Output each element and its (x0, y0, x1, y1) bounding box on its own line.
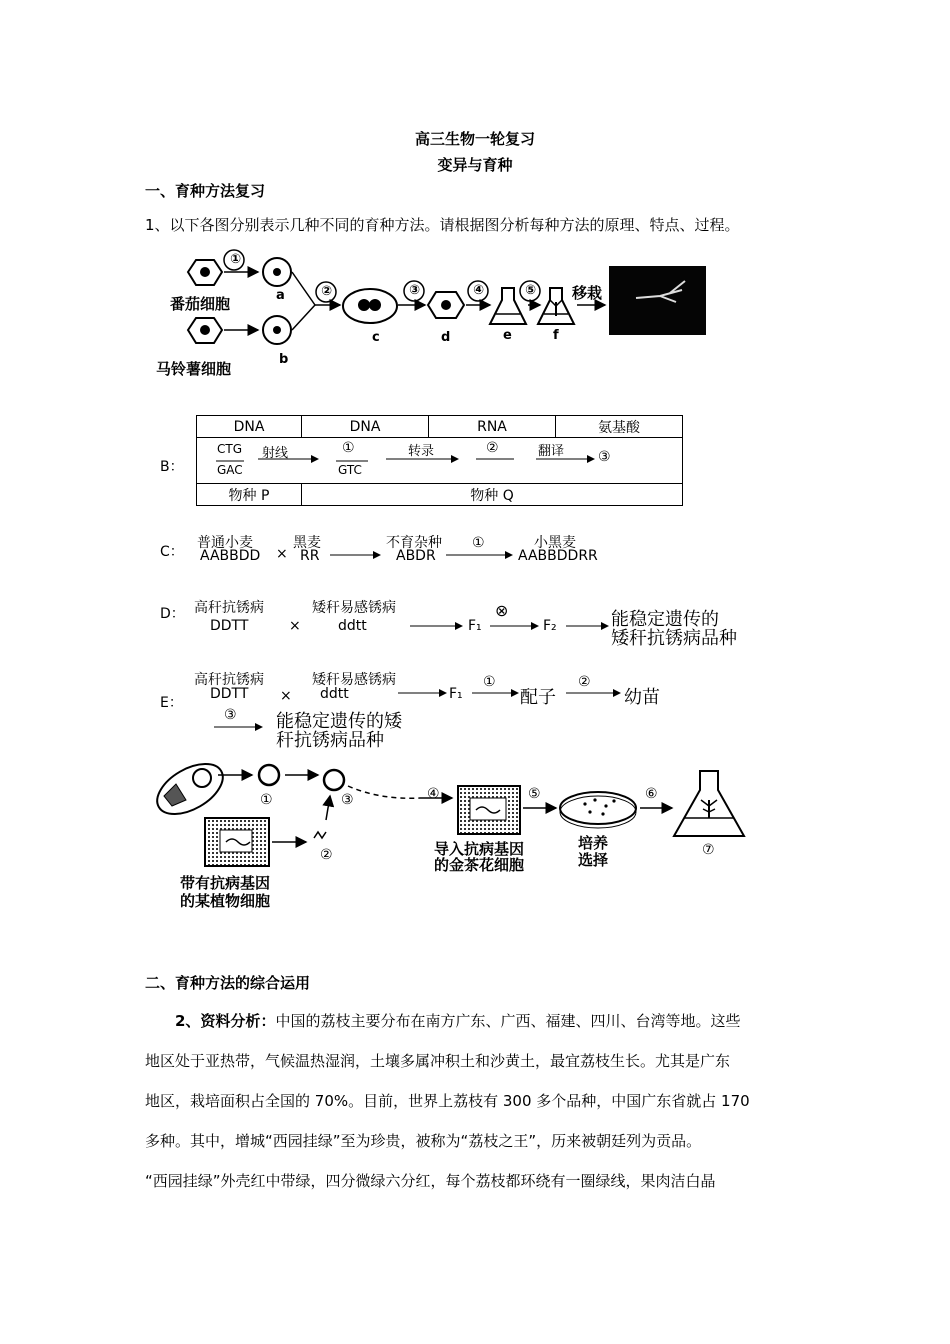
gtc-sequence: GTC (338, 463, 362, 477)
recipient-cell-label-1: 导入抗病基因 (434, 840, 525, 858)
recipient-cell-label-2: 的金茶花细胞 (434, 856, 525, 874)
f1-label-d: F₁ (468, 618, 482, 634)
tall-genotype-e: DDTT (210, 686, 249, 702)
potato-cell-label: 马铃薯细胞 (156, 360, 232, 378)
result-line1-d: 能稳定遗传的 (611, 609, 719, 630)
transcribe-label: 转录 (408, 444, 435, 459)
step-e-2: ② (578, 674, 591, 690)
section-heading-1: 一、育种方法复习 (145, 182, 266, 200)
label-b: b (279, 352, 289, 367)
cross-symbol-c: × (276, 546, 288, 562)
paragraph-line-1 (145, 1010, 810, 1031)
blank-3: ③ (598, 449, 611, 465)
label-c: c (372, 330, 380, 345)
seedling-label: 幼苗 (624, 687, 660, 708)
step-f-3: ③ (341, 792, 354, 808)
label-f: f (553, 328, 559, 343)
result-line2-d: 矮秆抗锈病品种 (611, 628, 737, 649)
step-f-4: ④ (427, 786, 440, 802)
blank-1: ① (342, 440, 355, 456)
figure-c-label: C： (160, 544, 184, 560)
top-sequence: CTG (217, 442, 243, 456)
header-amino-acid: 氨基酸 (556, 416, 683, 438)
donor-cell-label-1: 带有抗病基因 (180, 874, 271, 892)
selfing-icon: ⊗ (495, 601, 509, 620)
triticale-label: 小黑麦 (534, 535, 576, 551)
dwarf-genotype-d: ddtt (338, 618, 367, 634)
paragraph-text-1: 中国的荔枝主要分布在南方广东、广西、福建、四川、台湾等地。这些 (275, 1012, 741, 1030)
figure-d-label: D： (160, 606, 185, 622)
header-rna: RNA (429, 416, 556, 438)
wheat-label: 普通小麦 (197, 535, 253, 551)
sterile-hybrid-genome: ABDR (396, 548, 436, 564)
dwarf-susceptible-label-d: 矮秆易感锈病 (312, 600, 396, 616)
rye-genome: RR (300, 548, 320, 564)
step-f-7: ⑦ (702, 842, 715, 858)
f2-label-d: F₂ (543, 618, 557, 634)
step-2-label: ② (321, 284, 333, 299)
step-c-1: ① (472, 535, 485, 551)
tomato-cell-label: 番茄细胞 (170, 295, 231, 313)
step-f-6: ⑥ (645, 786, 658, 802)
label-d: d (441, 330, 451, 345)
tall-resistant-label-d: 高秆抗锈病 (194, 600, 264, 616)
step-5-label: ⑤ (525, 283, 537, 298)
sterile-hybrid-label: 不育杂种 (386, 535, 442, 551)
transplant-label: 移栽 (572, 284, 603, 302)
culture-label-2: 选择 (578, 851, 609, 869)
step-3-label: ③ (409, 283, 421, 298)
tall-resistant-label-e: 高秆抗锈病 (194, 672, 264, 688)
step-e-3: ③ (224, 707, 237, 723)
label-a: a (276, 288, 285, 303)
dwarf-genotype-e: ddtt (320, 686, 349, 702)
gamete-label: 配子 (520, 687, 556, 708)
culture-label-1: 培养 (578, 834, 609, 852)
f1-label-e: F₁ (449, 686, 463, 702)
section-heading-2: 二、育种方法的综合运用 (145, 974, 311, 992)
label-e: e (503, 328, 512, 343)
blank-2: ② (486, 440, 499, 456)
paragraph-line-2: 地区处于亚热带，气候温热湿润，土壤多属冲积土和沙黄土，最宜荔枝生长。尤其是广东 (145, 1052, 731, 1070)
step-e-1: ① (483, 674, 496, 690)
species-q: 物种 Q (302, 484, 683, 506)
question-1: 1、以下各图分别表示几种不同的育种方法。请根据图分析每种方法的原理、特点、过程。 (145, 216, 740, 234)
page-title: 高三生物一轮复习 (414, 130, 535, 148)
paragraph-lead: 2、资料分析： (175, 1012, 276, 1030)
paragraph-line-5: “西园挂绿”外壳红中带绿，四分微绿六分红，每个荔枝都环绕有一圈绿线，果肉洁白晶 (145, 1172, 716, 1190)
result-line2-e: 秆抗锈病品种 (276, 730, 384, 751)
donor-cell-label-2: 的某植物细胞 (180, 892, 271, 910)
step-f-5: ⑤ (528, 786, 541, 802)
step-4-label: ④ (473, 283, 485, 298)
figure-b-label: B： (160, 459, 184, 475)
rye-label: 黑麦 (293, 535, 321, 551)
species-p: 物种 P (197, 484, 302, 506)
result-line1-e: 能稳定遗传的矮 (276, 711, 402, 732)
step-1-label: ① (230, 252, 242, 267)
header-dna-1: DNA (197, 416, 302, 438)
translate-label: 翻译 (538, 444, 565, 459)
step-f-1: ① (260, 792, 273, 808)
figure-e-label: E： (160, 695, 183, 711)
bottom-sequence: GAC (217, 463, 243, 477)
dwarf-susceptible-label-e: 矮秆易感锈病 (312, 672, 396, 688)
header-dna-2: DNA (302, 416, 429, 438)
cross-symbol-d: × (289, 618, 301, 634)
wheat-genome: AABBDD (200, 548, 261, 564)
step-f-2: ② (320, 847, 333, 863)
cross-symbol-e: × (280, 688, 292, 704)
tall-genotype-d: DDTT (210, 618, 249, 634)
triticale-genome: AABBDDRR (518, 548, 598, 564)
ray-label: 射线 (262, 446, 289, 461)
paragraph-line-4: 多种。其中，增城“西园挂绿”至为珍贵，被称为“荔枝之王”，历来被朝廷列为贡品。 (145, 1132, 702, 1150)
page-subtitle: 变异与育种 (437, 156, 513, 174)
paragraph-line-3: 地区，栽培面积占全国的 70%。目前，世界上荔枝有 300 多个品种，中国广东省就占 170 (145, 1092, 750, 1110)
